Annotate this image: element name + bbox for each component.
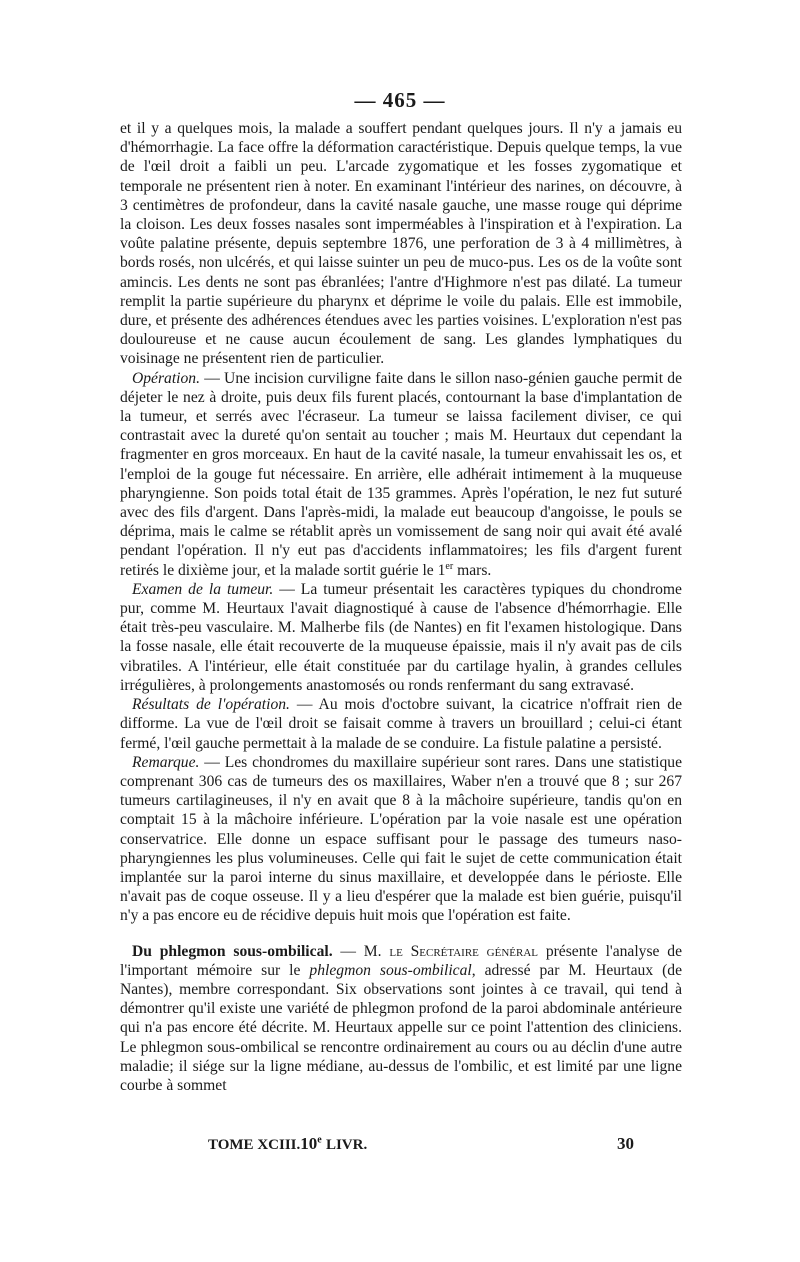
paragraph-text: — Les chondromes du maxillaire supérieur sont rares. Dans une statistique comprenant 306 cas de tumeurs des os maxillaires, Waber n'en a trouvé que 8 ; sur 267 tumeurs cartilagineuses, il n'y en avait que 8 à la mâchoire supérieure, tandis qu'on en comptait 15 à la mâchoire inférieure. L'opération par la voie nasale est une opération conservatrice. Elle donne un espace suffisant pour le passage des tumeurs naso-pharyngiennes les plus volumineuses. Celle qui fait le sujet de cette communication était implantée sur la paroi interne du sinus maxillaire, et developpée dans le périoste. Elle n'avait pas de coque osseuse. Il y a lieu d'espérer que la malade est bien guérie, puisqu'il n'y a pas encore eu de récidive depuis huit mois que l'opération est faite. bbox=[120, 753, 682, 925]
section-spacer bbox=[120, 926, 682, 942]
footer-livr-num: 10 bbox=[300, 1134, 318, 1153]
section-text-2: , adressé par M. Heurtaux (de Nantes), membre correspondant. Six observations sont jointes à ce travail, qui tend à démontrer qu'il existe une variété de phlegmon profond de la paroi abdominale antérieure qui n'a pas encore été décrite. M. Heurtaux appelle sur ce point l'attention des cliniciens. Le phlegmon sous-ombilical se rencontre ordinairement au cours ou au déclin d'une autre maladie; il siége sur la ligne médiane, au-dessus de l'ombilic, et est limité par une ligne courbe à sommet bbox=[120, 961, 683, 1094]
paragraph-lead: Résultats de l'opération. bbox=[132, 696, 290, 714]
paragraph-results bbox=[120, 695, 682, 753]
page-footer bbox=[208, 1134, 634, 1154]
paragraph-lead: Examen de la tumeur. bbox=[132, 580, 274, 598]
article-body bbox=[120, 119, 682, 1095]
section-text-1: présente l'analyse de l'important mémoire sur le bbox=[120, 942, 682, 979]
paragraph-text: — Au mois d'octobre suivant, la cicatrice n'offrait rien de difforme. La vue de l'œil droit se faisait comme à travers un brouillard ; celui-ci étant fermé, l'œil gauche permettait à la malade de se conduire. La fistule palatine a persisté. bbox=[120, 696, 682, 752]
footer-sheet-number: 30 bbox=[617, 1134, 634, 1153]
footer-livraison bbox=[300, 1134, 367, 1154]
paragraph-case-description bbox=[120, 119, 682, 369]
footer-livr-word: LIVR. bbox=[325, 1137, 368, 1153]
paragraph-remark bbox=[120, 753, 682, 926]
paragraph-phlegmon bbox=[120, 942, 682, 1096]
paragraph-operation bbox=[120, 369, 682, 580]
section-heading: Du phlegmon sous-ombilical. bbox=[132, 942, 333, 960]
paragraph-tumor-exam bbox=[120, 580, 682, 695]
paragraph-lead: Opération. bbox=[132, 369, 201, 387]
date-superscript: er bbox=[445, 560, 454, 572]
footer-tome: TOME XCIII. bbox=[208, 1137, 301, 1153]
footer-livr-sup: e bbox=[317, 1134, 322, 1146]
paragraph-lead: Remarque. bbox=[132, 753, 200, 771]
page-number: — 465 — bbox=[354, 88, 446, 112]
paragraph-text: et il y a quelques mois, la malade a souffert pendant quelques jours. Il n'y a jamais eu d'hémorrhagie. La face offre la déformation caractéristique. Depuis quelque temps, la vue de l'œil droit a faibli un peu. L'arcade zygomatique et les fosses zygomatique et temporale ne présentent rien à noter. En examinant l'intérieur des narines, on découvre, à 3 centimètres de profondeur, dans la cavité nasale gauche, une masse rouge qui déprime la cloison. Les deux fosses nasales sont imperméables à l'inspiration et à l'expiration. La voûte palatine présente, depuis septembre 1876, une perforation de 3 à 4 millimètres, à bords rosés, non ulcérés, et qui laisse suinter un peu de muco-pus. Les os de la voûte sont amincis. Les dents ne sont pas ébranlées; l'antre d'Highmore n'est pas dilaté. La tumeur remplit la partie supérieure du pharynx et déprime le voile du palais. Elle est immobile, dure, et présente des adhérences étendues avec les parties voisines. L'exploration n'est pas douloureuse et ne cause aucun écoulement de sang. Les glandes lymphatiques du voisinage ne présentent rien de particulier. bbox=[120, 120, 682, 368]
paragraph-text: — La tumeur présentait les caractères typiques du chondrome pur, comme M. Heurtaux l'avait diagnostiqué à cause de l'absence d'hémorrhagie. Elle était très-peu vasculaire. M. Malherbe fils (de Nantes) en fit l'examen histologique. Dans la fosse nasale, elle était recouverte de la muqueuse épaissie, mais il n'y avait pas de cils vibratiles. A l'intérieur, elle était constituée par du cartilage hyalin, à grandes cellules irrégulières, à prolongements anastomosés ou ronds renfermant du sang extravasé. bbox=[120, 580, 682, 694]
section-role: le Secrétaire général bbox=[389, 942, 539, 960]
date-tail: mars. bbox=[453, 561, 492, 579]
section-dash: — M. bbox=[332, 942, 390, 960]
paragraph-text: — Une incision curviligne faite dans le sillon naso-génien gauche permit de déjeter le nez à droite, puis deux fils furent placés, contournant la base d'implantation de la tumeur, et serrés avec l'écraseur. La tumeur se laissa facilement diviser, ce qui contrastait avec la dureté qu'on sentait au toucher ; mais M. Heurtaux dut cependant la fragmenter en gros morceaux. En haut de la cavité nasale, la tumeur envahissait les os, et l'emploi de la gouge fut nécessaire. En arrière, elle adhérait intimement à la muqueuse pharyngienne. Son poids total était de 135 grammes. Après l'opération, le nez fut suturé avec des fils d'argent. Dans l'après-midi, la malade eut beaucoup d'angoisse, le pouls se déprima, mais le calme se rétablit après un vomissement de sang noir qui avait été avalé pendant l'opération. Il n'y eut pas d'accidents inflammatoires; les fils d'argent furent retirés le dixième jour, et la malade sortit guérie le 1 bbox=[120, 369, 682, 579]
section-title: phlegmon sous-ombilical bbox=[309, 961, 472, 979]
